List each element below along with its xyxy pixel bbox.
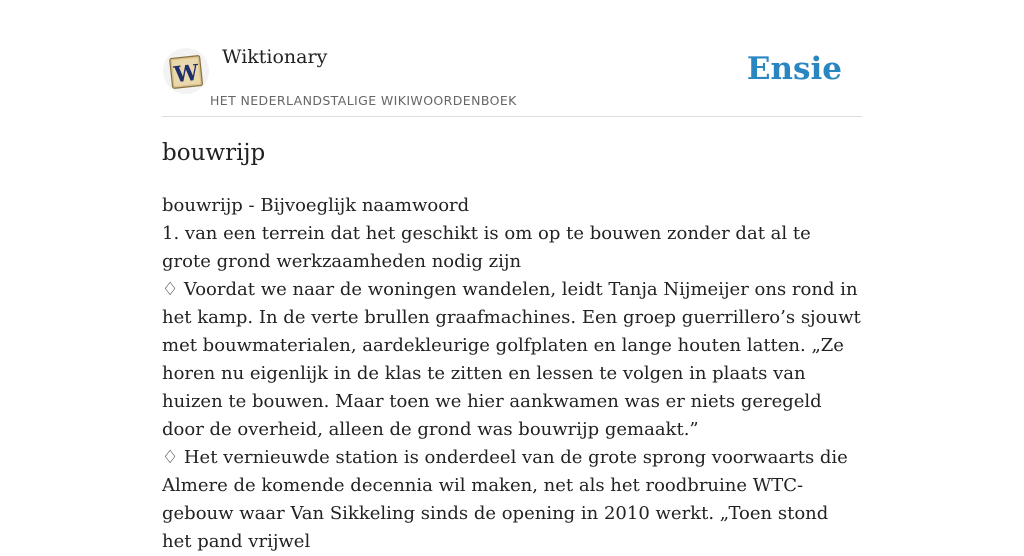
entry-example: ♢ Het vernieuwde station is onderdeel van de grote sprong voorwaarts die Almere de komende decennia wil maken, net als het roodbruine WTC-gebouw waar Van Sikkeling sinds de opening in 2010 werkt. „Toen stond het pand vrijwel [162, 447, 848, 552]
page-title: bouwrijp [162, 140, 266, 166]
svg-text:W: W [172, 59, 200, 89]
site-header [162, 44, 862, 117]
ensie-brand-logo[interactable]: Ensie [746, 51, 842, 87]
site-subtitle: HET NEDERLANDSTALIGE WIKIWOORDENBOEK [210, 93, 517, 108]
site-name[interactable]: Wiktionary [222, 46, 328, 68]
entry-body [162, 192, 862, 556]
entry-headline: bouwrijp - Bijvoeglijk naamwoord [162, 195, 470, 216]
wiktionary-logo-icon[interactable] [162, 47, 210, 95]
entry-example: ♢ Voordat we naar de woningen wandelen, leidt Tanja Nijmeijer ons rond in het kamp. In de verte brullen graafmachines. Een groep guerrillero’s sjouwt met bouwmaterialen, aardekleurige golfplaten en lange houten latten. „Ze horen nu eigenlijk in de klas te zitten en lessen te volgen in plaats van huizen te bouwen. Maar toen we hier aankwamen was er niets geregeld door de overheid, alleen de grond was bouwrijp gemaakt.” [162, 279, 861, 440]
entry-definition: 1. van een terrein dat het geschikt is om op te bouwen zonder dat al te grote grond werkzaamheden nodig zijn [162, 223, 811, 272]
